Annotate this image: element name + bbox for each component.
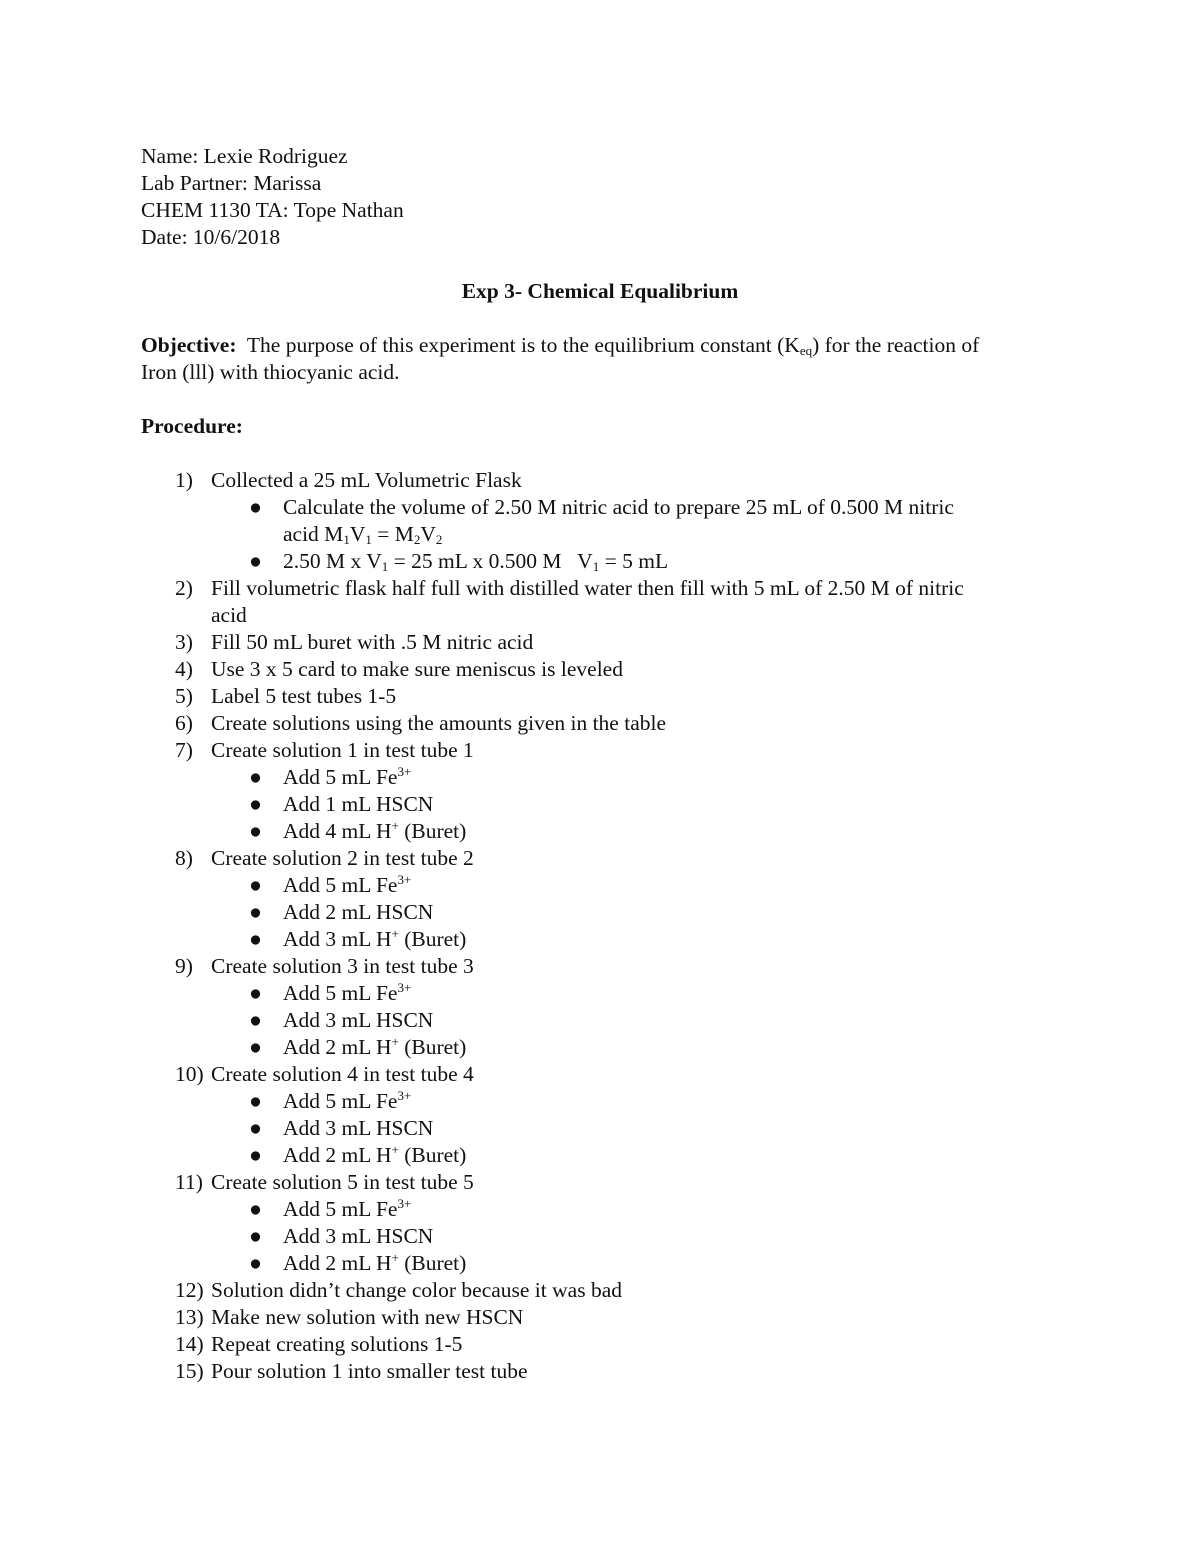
procedure-step <box>0 737 1200 764</box>
procedure-heading: Procedure: <box>141 414 243 438</box>
procedure-step <box>0 1169 1200 1196</box>
bullet-icon: ● <box>249 927 262 951</box>
bullet-icon: ● <box>249 1143 262 1167</box>
step-number: 11) <box>175 1170 203 1194</box>
substep <box>0 1250 1200 1277</box>
substep <box>0 926 1200 953</box>
step-text: Create solution 2 in test tube 2 <box>211 846 474 870</box>
substep-text: Add 5 mL $Fe^{3+}$ <box>283 980 412 1005</box>
objective-text-a: The purpose of this experiment is to the equilibrium constant (K <box>246 333 800 357</box>
course-ta: CHEM 1130 TA: Tope Nathan <box>141 198 404 222</box>
substep-text: Add 3 mL HSCN <box>283 1008 434 1032</box>
step-text: Pour solution 1 into smaller test tube <box>211 1359 528 1383</box>
step-number: 14) <box>175 1332 204 1356</box>
bullet-icon: ● <box>249 495 262 519</box>
step-text: Fill volumetric flask half full with distilled water then fill with 5 mL of 2.50 M of nitric <box>211 576 964 600</box>
substep <box>0 1115 1200 1142</box>
substep-text: Add 3 mL HSCN <box>283 1224 434 1248</box>
lab-partner: Lab Partner: Marissa <box>141 171 322 195</box>
substep-text: Add 2 mL H+ (Buret) <box>283 1250 467 1275</box>
procedure-list <box>0 467 1200 1385</box>
objective-line-1 <box>141 332 1071 359</box>
substep-text: Add 2 mL H+ (Buret) <box>283 1142 467 1167</box>
bullet-icon: ● <box>249 819 262 843</box>
step-text: Repeat creating solutions 1-5 <box>211 1332 463 1356</box>
step-number: 8) <box>175 846 193 870</box>
bullet-icon: ● <box>249 1008 262 1032</box>
step-number: 13) <box>175 1305 204 1329</box>
step-text: Create solution 4 in test tube 4 <box>211 1062 474 1086</box>
step-text: Create solution 3 in test tube 3 <box>211 954 474 978</box>
student-name: Name: Lexie Rodriguez <box>141 144 348 168</box>
objective-label: Objective: <box>141 333 237 357</box>
step-number: 9) <box>175 954 193 978</box>
step-number: 12) <box>175 1278 204 1302</box>
objective-text-b: ) for the reaction of <box>812 333 980 357</box>
procedure-step <box>0 710 1200 737</box>
substep <box>0 791 1200 818</box>
student-info-block <box>141 143 404 251</box>
bullet-icon: ● <box>249 1089 262 1113</box>
substep-text: Add 2 mL HSCN <box>283 900 434 924</box>
substep-continuation <box>0 521 1200 548</box>
substep <box>0 1088 1200 1115</box>
substep-text: Add 3 mL H+ (Buret) <box>283 926 467 951</box>
substep <box>0 980 1200 1007</box>
substep-text: Add 2 mL H+ (Buret) <box>283 1034 467 1059</box>
procedure-step <box>0 953 1200 980</box>
substep-text: Add 5 mL $Fe^{3+}$ <box>283 1088 412 1113</box>
procedure-step <box>0 467 1200 494</box>
procedure-step <box>0 1331 1200 1358</box>
step-number: 7) <box>175 738 193 762</box>
step-number: 15) <box>175 1359 204 1383</box>
substep-text: 2.50 M x $V_1 = 25$ mL x 0.500 M $V_1 = 5$ mL <box>283 549 669 574</box>
step-text: Fill 50 mL buret with .5 M nitric acid <box>211 630 534 654</box>
bullet-icon: ● <box>249 900 262 924</box>
substep <box>0 899 1200 926</box>
procedure-step <box>0 1304 1200 1331</box>
substep <box>0 1034 1200 1061</box>
substep <box>0 1223 1200 1250</box>
bullet-icon: ● <box>249 1116 262 1140</box>
substep-text: Add 4 mL H+ (Buret) <box>283 818 467 843</box>
bullet-icon: ● <box>249 1224 262 1248</box>
substep-text: Calculate the volume of 2.50 M nitric acid to prepare 25 mL of 0.500 M nitric <box>283 495 954 519</box>
substep <box>0 548 1200 575</box>
procedure-step <box>0 845 1200 872</box>
step-text: Create solution 1 in test tube 1 <box>211 738 474 762</box>
substep <box>0 494 1200 521</box>
procedure-step <box>0 683 1200 710</box>
substep <box>0 872 1200 899</box>
step-text: Use 3 x 5 card to make sure meniscus is leveled <box>211 657 623 681</box>
substep <box>0 818 1200 845</box>
objective-section <box>141 332 1071 386</box>
keq-subscript: eq <box>799 343 813 358</box>
substep <box>0 1142 1200 1169</box>
report-date: Date: 10/6/2018 <box>141 225 281 249</box>
step-number: 1) <box>175 468 193 492</box>
procedure-step <box>0 1277 1200 1304</box>
step-number: 6) <box>175 711 193 735</box>
step-text: Create solutions using the amounts given in the table <box>211 711 667 735</box>
bullet-icon: ● <box>249 873 262 897</box>
step-text: Solution didn’t change color because it was bad <box>211 1278 622 1302</box>
substep <box>0 1196 1200 1223</box>
substep-text: Add 5 mL $Fe^{3+}$ <box>283 764 412 789</box>
step-number: 5) <box>175 684 193 708</box>
bullet-icon: ● <box>249 792 262 816</box>
procedure-step <box>0 1358 1200 1385</box>
page-title: Exp 3- Chemical Equalibrium <box>461 279 739 303</box>
step-text: Create solution 5 in test tube 5 <box>211 1170 474 1194</box>
procedure-step <box>0 656 1200 683</box>
bullet-icon: ● <box>249 1197 262 1221</box>
step-number: 10) <box>175 1062 204 1086</box>
procedure-step <box>0 575 1200 602</box>
substep-text: Add 3 mL HSCN <box>283 1116 434 1140</box>
substep <box>0 1007 1200 1034</box>
objective-line-2: Iron (lll) with thiocyanic acid. <box>141 360 400 384</box>
bullet-icon: ● <box>249 1251 262 1275</box>
step-number: 3) <box>175 630 193 654</box>
bullet-icon: ● <box>249 765 262 789</box>
substep-text: Add 5 mL $Fe^{3+}$ <box>283 872 412 897</box>
substep-text: Add 5 mL $Fe^{3+}$ <box>283 1196 412 1221</box>
procedure-step <box>0 1061 1200 1088</box>
substep <box>0 764 1200 791</box>
bullet-icon: ● <box>249 549 262 573</box>
procedure-step <box>0 629 1200 656</box>
step-continuation <box>0 602 1200 629</box>
step-text: acid <box>211 603 247 627</box>
step-number: 4) <box>175 657 193 681</box>
step-number: 2) <box>175 576 193 600</box>
substep-text: acid $M_1V_1 = M_2V_2$ <box>283 522 443 547</box>
step-text: Label 5 test tubes 1-5 <box>211 684 397 708</box>
substep-text: Add 1 mL HSCN <box>283 792 434 816</box>
bullet-icon: ● <box>249 981 262 1005</box>
step-text: Make new solution with new HSCN <box>211 1305 524 1329</box>
step-text: Collected a 25 mL Volumetric Flask <box>211 468 522 492</box>
bullet-icon: ● <box>249 1035 262 1059</box>
